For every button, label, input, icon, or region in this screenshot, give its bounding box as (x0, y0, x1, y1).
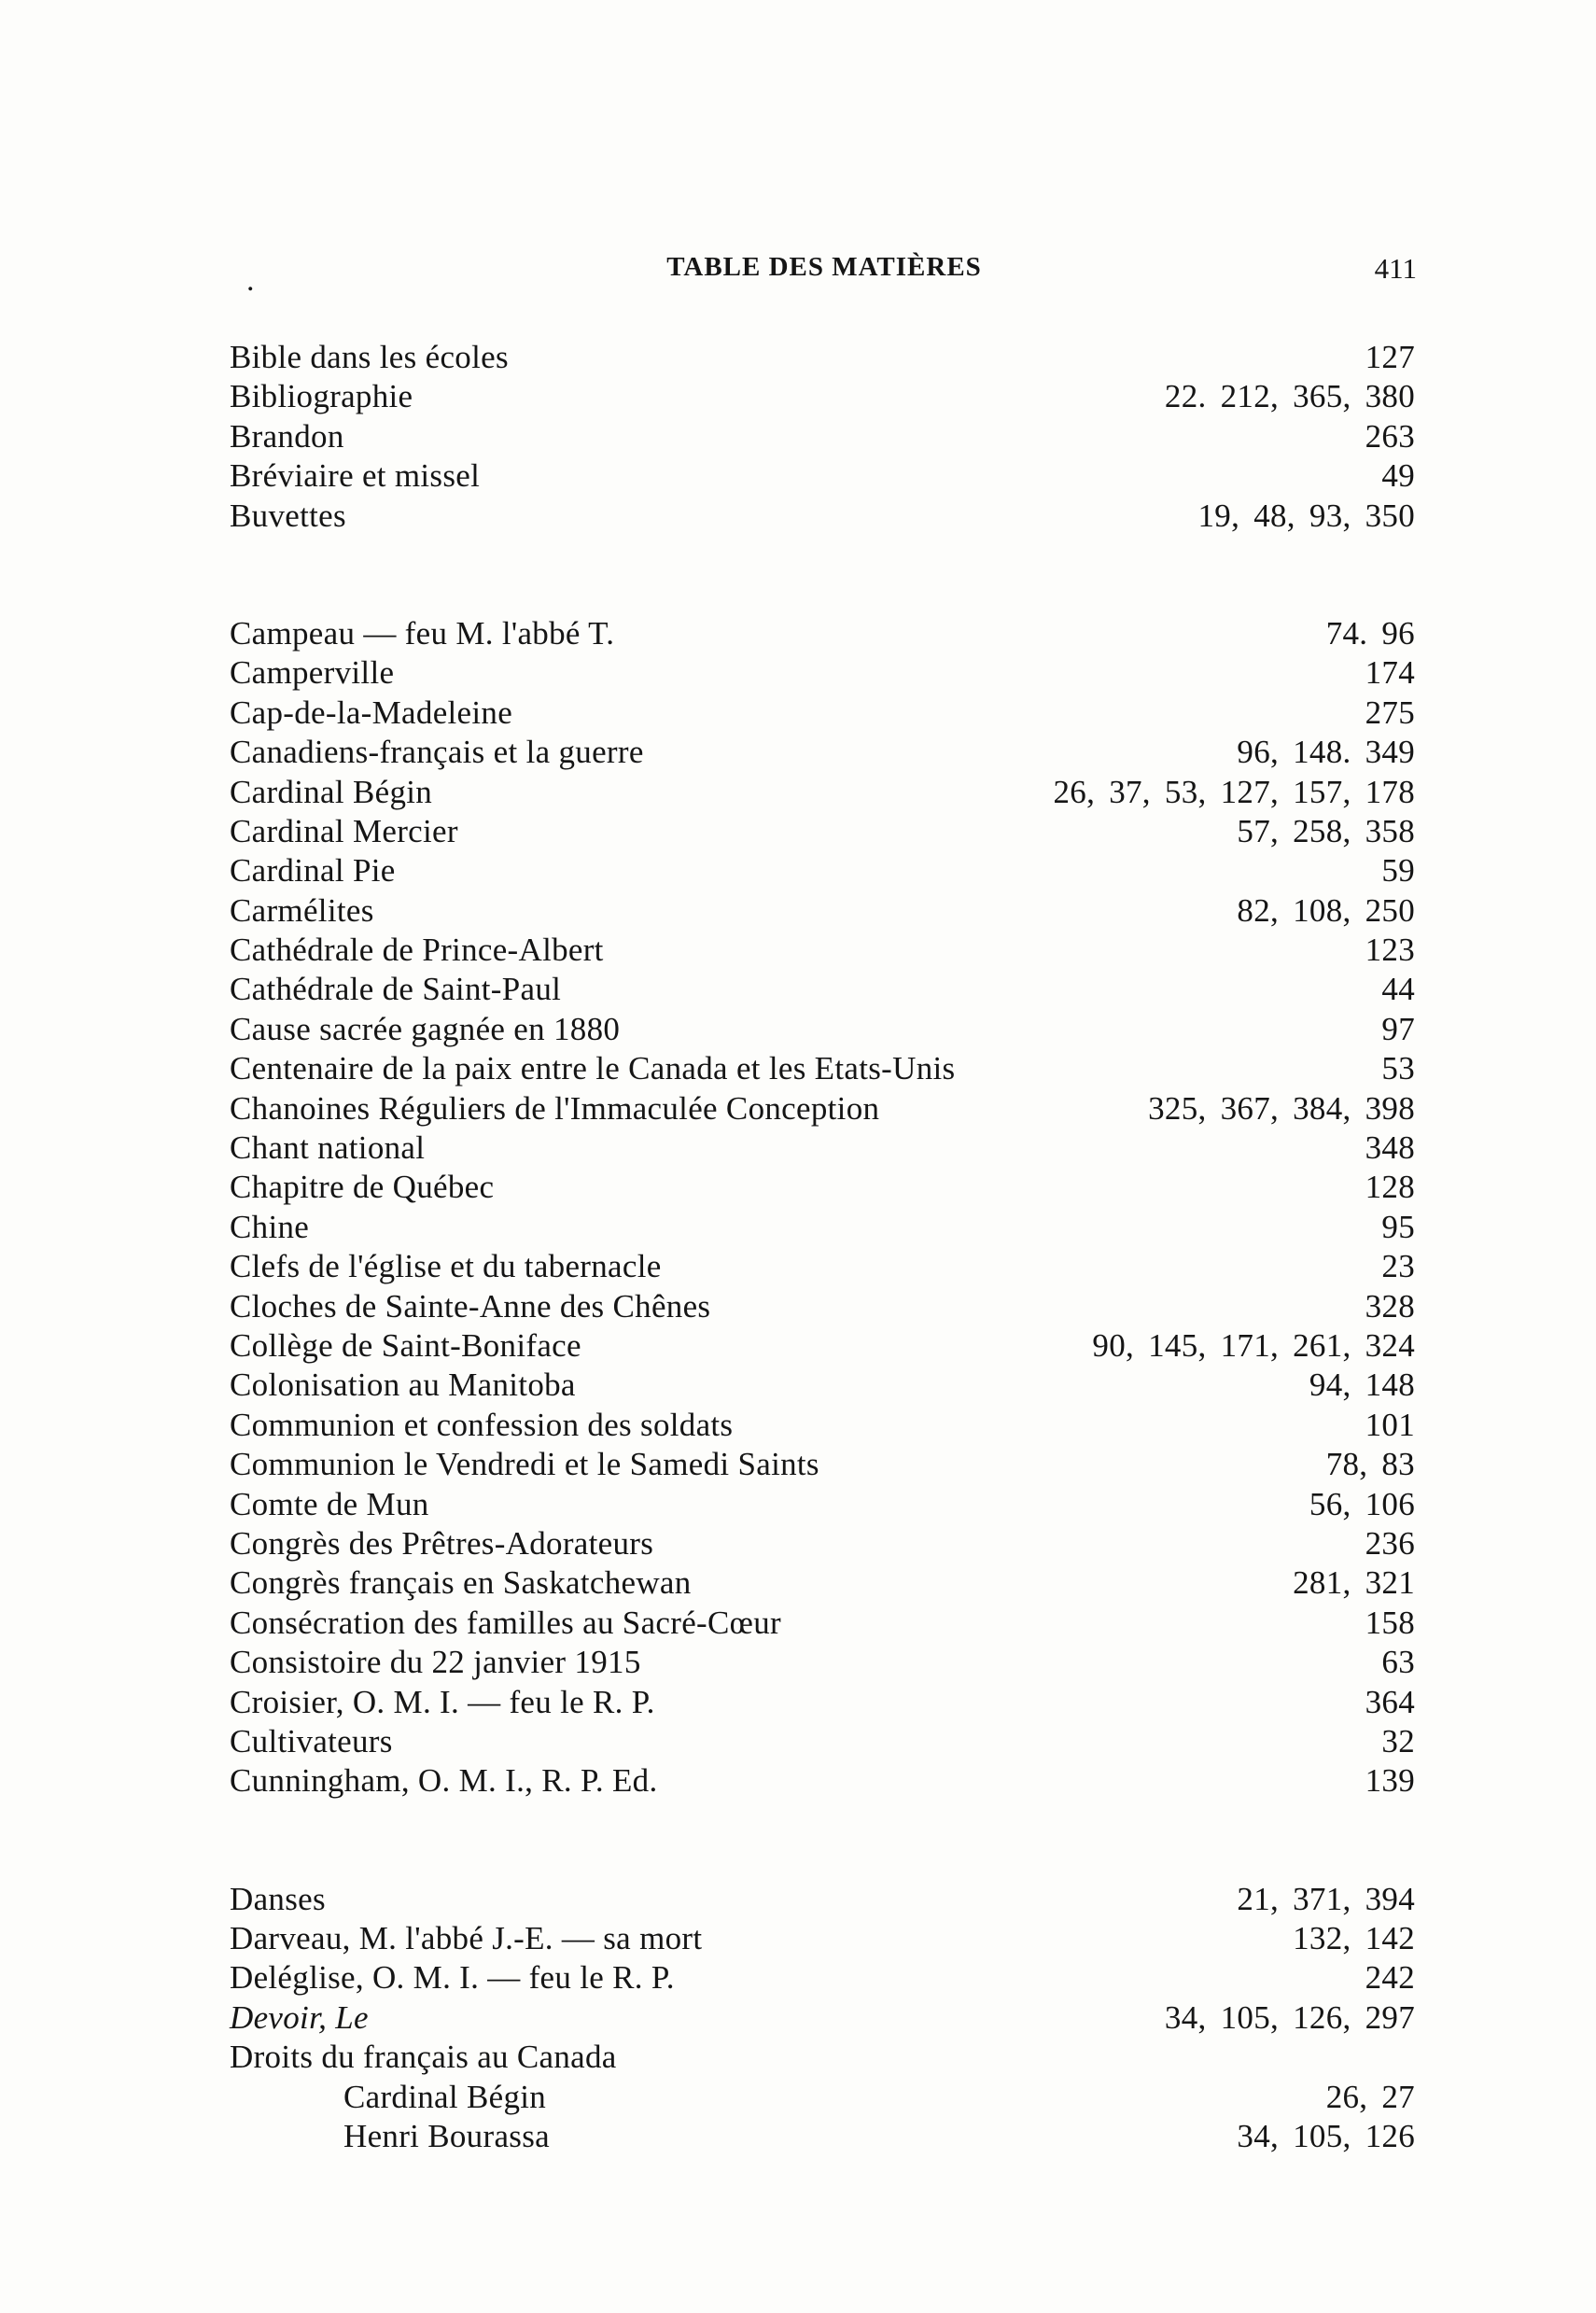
entry-term: Centenaire de la paix entre le Canada et les Etats-Unis (230, 1050, 956, 1087)
index-entry (230, 2038, 1415, 2077)
entry-pages: 74. 96 (1325, 614, 1415, 652)
index-entry (230, 497, 1415, 536)
index-entry (230, 1683, 1415, 1722)
entry-pages: 34, 105, 126, 297 (1164, 1998, 1415, 2036)
entry-term: Cause sacrée gagnée en 1880 (230, 1010, 621, 1047)
entry-term: Cardinal Mercier (230, 812, 458, 849)
index-entry (230, 891, 1415, 931)
index-entry (230, 1287, 1415, 1326)
entry-term: Danses (230, 1880, 326, 1917)
entry-pages: 328 (1365, 1287, 1415, 1325)
index-entry (230, 1722, 1415, 1761)
entry-term: Croisier, O. M. I. — feu le R. P. (230, 1683, 655, 1720)
entry-pages: 281, 321 (1293, 1564, 1415, 1602)
index-entry (230, 653, 1415, 693)
index-entry (230, 773, 1415, 812)
entry-term: Congrès français en Saskatchewan (230, 1564, 692, 1602)
entry-term: Chanoines Réguliers de l'Immaculée Conception (230, 1089, 880, 1127)
entry-pages: 242 (1365, 1959, 1415, 1997)
entry-term: Colonisation au Manitoba (230, 1367, 576, 1404)
index-entry (230, 1761, 1415, 1801)
index-entry (230, 733, 1415, 772)
index-subentry (230, 2117, 1415, 2156)
entry-pages: 236 (1365, 1524, 1415, 1562)
index-entry (230, 931, 1415, 970)
entry-term: Comte de Mun (230, 1485, 429, 1522)
entry-pages: 32 (1381, 1722, 1415, 1759)
entry-pages: 56, 106 (1309, 1485, 1415, 1522)
entry-pages: 128 (1365, 1169, 1415, 1206)
index-entry (230, 1247, 1415, 1286)
entry-term: Henri Bourassa (343, 2118, 550, 2155)
index-entry (230, 1406, 1415, 1445)
entry-pages: 19, 48, 93, 350 (1197, 497, 1415, 534)
entry-term: Consistoire du 22 janvier 1915 (230, 1644, 641, 1681)
entry-term: Cloches de Sainte-Anne des Chênes (230, 1287, 711, 1325)
index-entry (230, 1326, 1415, 1366)
index-entry (230, 1524, 1415, 1563)
index-entry (230, 1366, 1415, 1405)
entry-term: Cathédrale de Saint-Paul (230, 971, 562, 1008)
entry-pages: 127 (1365, 339, 1415, 375)
index-entry (230, 377, 1415, 416)
index-entry (230, 1010, 1415, 1049)
running-header (231, 252, 1417, 299)
entry-term: Communion et confession des soldats (230, 1406, 734, 1443)
entry-term: Cunningham, O. M. I., R. P. Ed. (230, 1762, 658, 1800)
header-dot: . (246, 263, 255, 298)
index-entry (230, 851, 1415, 890)
index-entry (230, 970, 1415, 1009)
index-entry (230, 694, 1415, 733)
index-subentry (230, 2078, 1415, 2117)
index-entry (230, 456, 1415, 496)
entry-pages: 59 (1381, 852, 1415, 890)
index-section-b (230, 338, 1415, 536)
entry-pages: 348 (1365, 1129, 1415, 1167)
entry-pages: 90, 145, 171, 261, 324 (1092, 1326, 1415, 1364)
index-entry (230, 417, 1415, 456)
entry-term: Cardinal Bégin (343, 2078, 547, 2115)
index-entry (230, 1128, 1415, 1168)
entry-pages: 123 (1365, 932, 1415, 969)
entry-term: Canadiens-français et la guerre (230, 734, 644, 771)
entry-term: Chapitre de Québec (230, 1169, 495, 1206)
entry-term: Camperville (230, 654, 395, 692)
entry-term: Bréviaire et missel (230, 457, 481, 495)
entry-term: Cultivateurs (230, 1722, 393, 1759)
index-section-d (230, 1880, 1415, 2157)
entry-pages: 23 (1381, 1248, 1415, 1285)
index-entry (230, 1563, 1415, 1603)
entry-pages: 275 (1365, 694, 1415, 731)
entry-term: Chant national (230, 1129, 426, 1167)
entry-pages: 364 (1365, 1683, 1415, 1720)
entry-pages: 63 (1381, 1644, 1415, 1681)
entry-term: Deléglise, O. M. I. — feu le R. P. (230, 1959, 675, 1997)
entry-pages: 95 (1381, 1208, 1415, 1245)
entry-term: Cathédrale de Prince-Albert (230, 932, 604, 969)
entry-term: Buvettes (230, 497, 346, 534)
index-entry (230, 1049, 1415, 1088)
index-entry (230, 1168, 1415, 1207)
entry-pages: 49 (1381, 457, 1415, 495)
index-entry (230, 1998, 1415, 2038)
entry-term: Bibliographie (230, 378, 413, 415)
entry-term: Brandon (230, 417, 344, 455)
index-entry (230, 1880, 1415, 1919)
entry-pages: 263 (1365, 417, 1415, 455)
entry-pages: 34, 105, 126 (1237, 2118, 1415, 2155)
entry-term: Cap-de-la-Madeleine (230, 694, 513, 731)
index-entry (230, 1089, 1415, 1128)
entry-pages: 57, 258, 358 (1237, 812, 1415, 849)
index-entry (230, 1485, 1415, 1524)
entry-term: Devoir, Le (230, 1998, 369, 2036)
entry-pages: 44 (1381, 971, 1415, 1008)
index-entry (230, 1643, 1415, 1682)
page-title: TABLE DES MATIÈRES (666, 252, 982, 282)
entry-term: Clefs de l'église et du tabernacle (230, 1248, 662, 1285)
entry-term: Darveau, M. l'abbé J.-E. — sa mort (230, 1920, 703, 1957)
entry-term: Cardinal Pie (230, 852, 396, 890)
index-list (230, 338, 1415, 2235)
entry-pages: 22. 212, 365, 380 (1164, 378, 1415, 415)
entry-pages: 78, 83 (1325, 1446, 1415, 1483)
entry-pages: 53 (1381, 1050, 1415, 1087)
index-entry (230, 1445, 1415, 1484)
entry-pages: 132, 142 (1293, 1920, 1415, 1957)
entry-term: Cardinal Bégin (230, 773, 433, 810)
entry-pages: 94, 148 (1309, 1367, 1415, 1404)
entry-term: Congrès des Prêtres-Adorateurs (230, 1524, 654, 1562)
entry-term: Consécration des familles au Sacré-Cœur (230, 1604, 781, 1641)
entry-term: Carmélites (230, 891, 374, 929)
entry-pages: 96, 148. 349 (1237, 734, 1415, 771)
entry-pages: 158 (1365, 1604, 1415, 1641)
index-entry (230, 1958, 1415, 1998)
entry-pages: 26, 27 (1325, 2078, 1415, 2115)
entry-pages: 82, 108, 250 (1237, 891, 1415, 929)
entry-pages: 325, 367, 384, 398 (1148, 1089, 1415, 1127)
index-entry (230, 812, 1415, 851)
entry-pages: 26, 37, 53, 127, 157, 178 (1053, 773, 1415, 810)
index-entry (230, 614, 1415, 653)
entry-pages: 97 (1381, 1010, 1415, 1047)
page-number: 411 (1374, 252, 1417, 285)
entry-pages: 139 (1365, 1762, 1415, 1800)
index-entry (230, 1604, 1415, 1643)
entry-term: Collège de Saint-Boniface (230, 1326, 581, 1364)
entry-term: Chine (230, 1208, 310, 1245)
entry-term: Campeau — feu M. l'abbé T. (230, 614, 615, 652)
index-section-c (230, 614, 1415, 1801)
entry-pages: 174 (1365, 654, 1415, 692)
entry-term: Droits du français au Canada (230, 2039, 617, 2076)
index-entry (230, 1208, 1415, 1247)
entry-pages: 21, 371, 394 (1237, 1880, 1415, 1917)
index-entry (230, 1919, 1415, 1958)
index-entry (230, 338, 1415, 377)
entry-term: Bible dans les écoles (230, 339, 509, 375)
entry-pages: 101 (1365, 1406, 1415, 1443)
entry-term: Communion le Vendredi et le Samedi Saints (230, 1446, 819, 1483)
